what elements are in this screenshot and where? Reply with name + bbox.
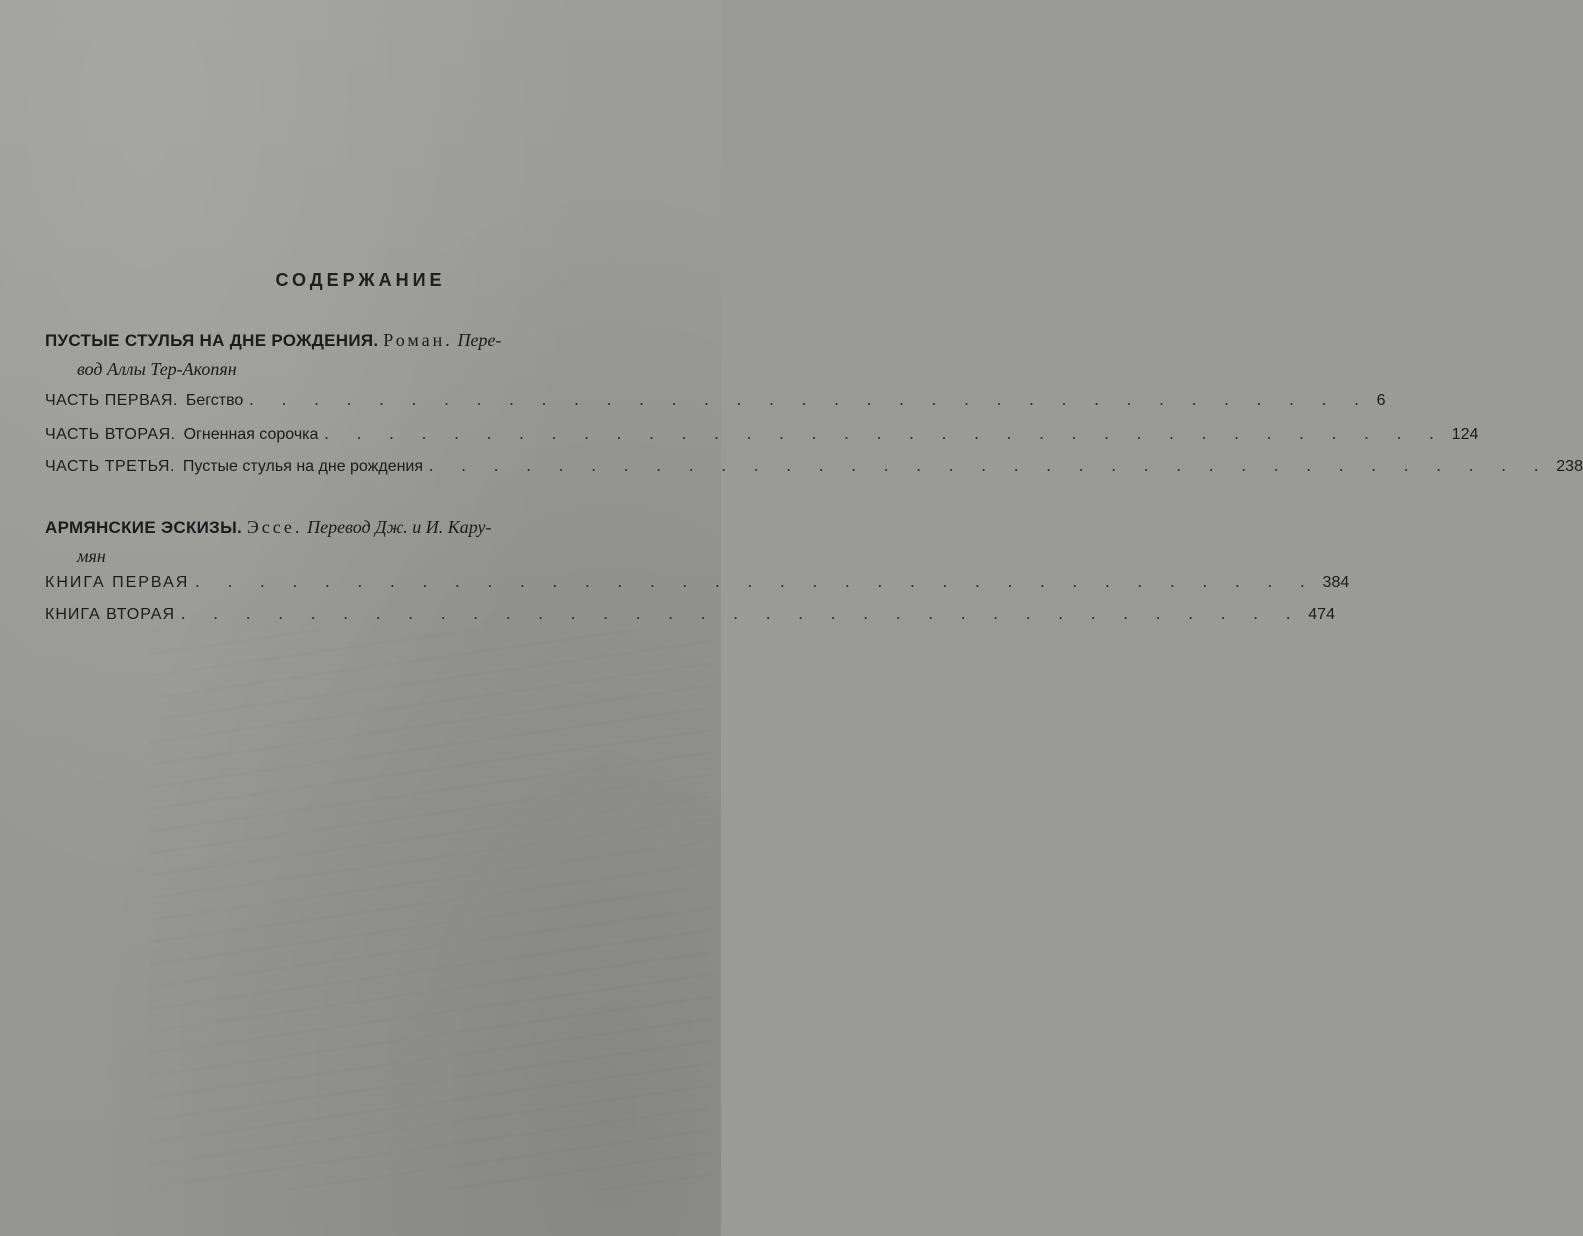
show-through-text — [150, 630, 710, 1190]
entry-page-number: 384 — [1322, 574, 1350, 591]
entry-part-label: КНИГА ВТОРАЯ — [45, 606, 176, 623]
entry-part-label: ЧАСТЬ ВТОРАЯ. — [45, 426, 176, 443]
entry-page-number: 474 — [1308, 606, 1335, 623]
entry-page-number: 6 — [1376, 392, 1386, 409]
work-translator: Перевод Дж. и И. Кару- — [307, 517, 492, 537]
entry-page-number: 124 — [1451, 426, 1479, 443]
toc-entry[interactable] — [45, 572, 1350, 600]
work-translator-continued: мян — [77, 546, 106, 566]
work-translator-continued: вод Аллы Тер-Акопян — [77, 359, 237, 379]
entry-title: Пустые стулья на дне рождения — [182, 458, 424, 475]
entry-title: Огненная сорочка — [183, 426, 319, 443]
toc-entry[interactable] — [45, 390, 1386, 418]
work-heading-2 — [45, 513, 695, 570]
work-title: АРМЯНСКИЕ ЭСКИЗЫ. — [45, 518, 243, 537]
toc-entry[interactable] — [45, 424, 1479, 452]
entry-page-number: 238 — [1556, 458, 1583, 475]
work-title: ПУСТЫЕ СТУЛЬЯ НА ДНЕ РОЖДЕНИЯ. — [45, 331, 379, 350]
work-heading-line-1 — [45, 513, 695, 542]
dot-leader: . . . . . . . . . . . . . . . . . . . . . . . . . . . . . . . . . . . — [429, 456, 1551, 475]
work-genre: Эссе. — [246, 517, 303, 537]
toc-entry[interactable] — [45, 456, 1583, 484]
work-translator: Пере- — [457, 330, 502, 350]
dot-leader: . . . . . . . . . . . . . . . . . . . . . . . . . . . . . . . . . . . — [249, 390, 1371, 409]
toc-entry[interactable] — [45, 604, 1335, 632]
dot-leader: . . . . . . . . . . . . . . . . . . . . . . . . . . . . . . . . . . . — [181, 604, 1303, 623]
dot-leader: . . . . . . . . . . . . . . . . . . . . . . . . . . . . . . . . . . . — [195, 572, 1317, 591]
work-heading-line-1 — [45, 326, 695, 355]
entry-title: Бегство — [185, 392, 244, 409]
work-heading-1 — [45, 326, 695, 383]
entry-part-label: ЧАСТЬ ПЕРВАЯ. — [45, 392, 178, 409]
work-genre: Роман. — [383, 330, 453, 350]
entry-part-label: КНИГА ПЕРВАЯ — [45, 574, 190, 591]
dot-leader: . . . . . . . . . . . . . . . . . . . . . . . . . . . . . . . . . . . — [324, 424, 1446, 443]
toc-title: СОДЕРЖАНИЕ — [275, 270, 446, 290]
entry-part-label: ЧАСТЬ ТРЕТЬЯ. — [45, 458, 175, 475]
